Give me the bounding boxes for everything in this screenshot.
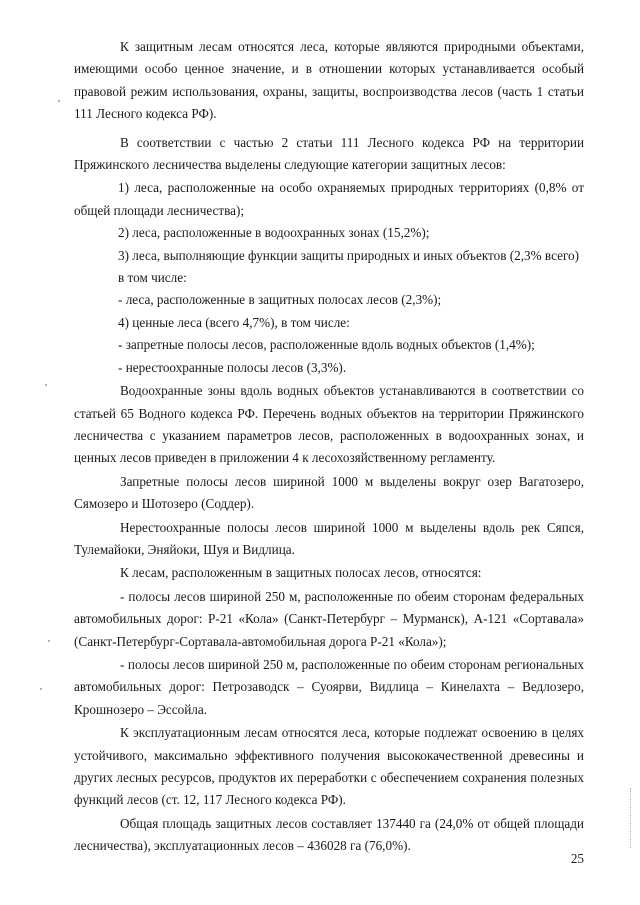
list-item-valuable-forests: 4) ценные леса (всего 4,7%), в том числе: — [118, 314, 350, 330]
paragraph-water-protection-zones: Водоохранные зоны вдоль водных объектов устанавливаются в соответствии со статьей 65 Водного кодекса РФ. Перечень водных объектов на территории Пряжинского лесничества с указанием параметров лесов, расположенных в водоохранных зонах, и ценных лесов приведен в приложении 4 к лесохозяйственному регламенту. — [74, 383, 584, 466]
paragraph-federal-roads: - полосы лесов шириной 250 м, расположенные по обеим сторонам федеральных автомобильных дорог: Р-21 «Кола» (Санкт-Петербург – Мурманск), А-121 «Сортавала» (Санкт-Петербург-Сортавала-автомобильная дорога Р-21 «Кола»); — [74, 588, 584, 649]
scan-speck — [40, 688, 42, 690]
list-item-including-label: в том числе: — [118, 270, 187, 286]
paragraph-regional-roads: - полосы лесов шириной 250 м, расположенные по обеим сторонам региональных автомобильных дорог: Петрозаводск – Суоярви, Видлица – Кинелахта – Ведлозеро, Крошнозеро – Эссойла. — [74, 656, 584, 717]
paragraph-spawning-belts: Нерестоохранные полосы лесов шириной 1000 м выделены вдоль рек Сяпся, Тулемайоки, Эняйоки, Шуя и Видлица. — [74, 519, 584, 557]
list-subitem-spawning-belts: - нерестоохранные полосы лесов (3,3%). — [118, 359, 347, 375]
list-item-protected-areas: 1) леса, расположенные на особо охраняемых природных территориях (0,8% от общей площади лесничества); — [74, 180, 584, 218]
scan-speck — [58, 100, 60, 102]
page-number: 25 — [570, 851, 584, 866]
document-body — [74, 36, 584, 858]
list-item-protection-functions: 3) леса, выполняющие функции защиты природных и иных объектов (2,3% всего) — [118, 247, 580, 263]
list-subitem-protective-belts: - леса, расположенные в защитных полосах лесов (2,3%); — [118, 292, 442, 308]
paragraph-protective-forests-definition: К защитным лесам относятся леса, которые являются природными объектами, имеющими особо ценное значение, и в отношении которых устанавливается особый правовой режим использования, охраны, защиты, воспроизводства лесов (часть 1 статьи 111 Лесного кодекса РФ). — [74, 39, 584, 122]
scan-speck — [48, 640, 50, 642]
paragraph-prohibited-belts: Запретные полосы лесов шириной 1000 м выделены вокруг озер Вагатозеро, Сямозеро и Шотозеро (Соддер). — [74, 473, 584, 512]
list-subitem-prohibited-belts: - запретные полосы лесов, расположенные вдоль водных объектов (1,4%); — [118, 337, 535, 353]
list-item-water-protection-zones: 2) леса, расположенные в водоохранных зонах (15,2%); — [118, 225, 430, 241]
paragraph-protective-belts-intro: К лесам, расположенным в защитных полосах лесов, относятся: — [120, 565, 482, 581]
scan-edge-mark — [630, 788, 632, 848]
paragraph-total-area: Общая площадь защитных лесов составляет 137440 га (24,0% от общей площади лесничества), эксплуатационных лесов – 436028 га (76,0%). — [74, 815, 584, 854]
paragraph-exploitation-forests: К эксплуатационным лесам относятся леса, которые подлежат освоению в целях устойчивого, максимально эффективного получения высококачественной древесины и других лесных ресурсов, продуктов их переработки с обеспечением сохранения полезных функций лесов (ст. 12, 117 Лесного кодекса РФ). — [74, 725, 584, 808]
scan-speck — [45, 384, 47, 386]
paragraph-categories-intro: В соответствии с частью 2 статьи 111 Лесного кодекса РФ на территории Пряжинского лесничества выделены следующие категории защитных лесов: — [74, 134, 584, 173]
